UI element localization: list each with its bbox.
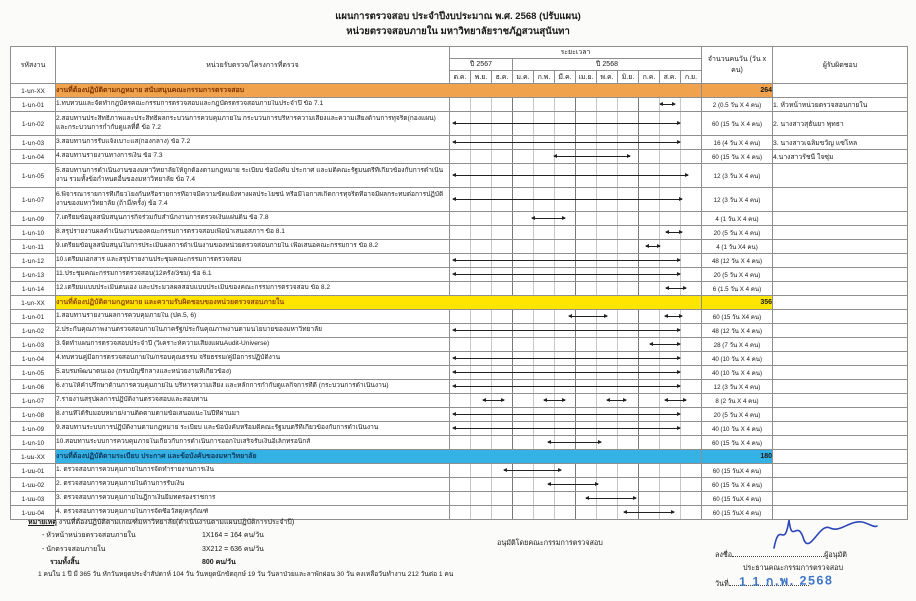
row-code: 1-บก-07: [11, 394, 56, 408]
section-header-row: [11, 84, 908, 98]
row-responsible: [773, 408, 908, 422]
row-gantt-timeline: [450, 282, 702, 296]
row-mandays: 40 (10 วัน X 4 คน): [702, 366, 773, 380]
row-gantt-timeline: [450, 310, 702, 324]
note-head-auditor-calc: 1X164 = 164 คน/วัน: [202, 532, 264, 540]
month-col-header: ก.พ.: [534, 71, 555, 84]
plan-row: [11, 394, 908, 408]
row-mandays: 4 (1 วัน X4 คน): [702, 240, 773, 254]
row-responsible: [773, 464, 908, 478]
row-description: [56, 150, 450, 164]
schedule-arrow: [453, 274, 680, 275]
month-col-header: มิ.ย.: [618, 71, 639, 84]
section-total-mandays: 264: [702, 84, 773, 98]
row-mandays: 60 (15 วัน X 4 คน): [702, 112, 773, 136]
row-responsible: [773, 282, 908, 296]
plan-row: [11, 282, 908, 296]
plan-row: [11, 240, 908, 254]
row-responsible: 4.นางสาวรัชนี ใจซุ่ม: [773, 150, 908, 164]
plan-row: [11, 366, 908, 380]
row-description: [56, 422, 450, 436]
col-header-mandays: จำนวนคนวัน (วัน x คน): [702, 47, 773, 84]
note-auditors-calc: 3X212 = 636 คน/วัน: [202, 545, 264, 553]
row-responsible: [773, 226, 908, 240]
note-head-auditor-label: - หัวหน้าหน่วยตรวจสอบภายใน: [42, 532, 136, 540]
row-responsible: [773, 188, 908, 212]
section-responsible-cell: [773, 84, 908, 98]
row-code: 1-บก-02: [11, 112, 56, 136]
row-responsible: [773, 268, 908, 282]
row-description: [56, 212, 450, 226]
section-code: 1-บก-XX: [11, 296, 56, 310]
row-mandays: 4 (1 วัน X 4 คน): [702, 212, 773, 226]
section-title: งานที่ต้องปฏิบัติตามกฎหมาย สนับสนุนคณะกรรมการตรวจสอบ: [56, 84, 702, 98]
row-responsible: 1. หัวหน้าหน่วยตรวจสอบภายใน: [773, 98, 908, 112]
row-description: [56, 338, 450, 352]
document-title: [0, 0, 916, 39]
row-responsible: [773, 394, 908, 408]
year-header-2568: ปี 2568: [513, 59, 702, 71]
row-mandays: 60 (15 วัน X4 คน): [702, 310, 773, 324]
row-code: 1-บก-07: [11, 188, 56, 212]
row-description-text: 7.เตรียมข้อมูลสนับสนุนภารกิจร่วมกับสำนักงานการตรวจเงินแผ่นดิน ข้อ 7.8: [56, 214, 269, 222]
plan-row: [11, 408, 908, 422]
row-code: 1-บก-09: [11, 212, 56, 226]
row-description: [56, 478, 450, 492]
month-col-header: ธ.ค.: [492, 71, 513, 84]
row-code: 1-บก-01: [11, 98, 56, 112]
plan-row: [11, 338, 908, 352]
plan-row: [11, 422, 908, 436]
row-description-text: 12.เตรียมแบบประเมินตนเอง และประมวลผลสอบแบบประเมินของคณะกรรมการตรวจสอบ ข้อ 8.2: [56, 284, 331, 292]
row-description-text: 10.สอบทานระบบการควบคุมภายในเกี่ยวกับการดำเนินการออกใบเสร็จรับเงินอิเล็กทรอนิกส์: [56, 438, 311, 446]
section-title: งานที่ต้องปฏิบัติตามกฎหมาย และความรับผิดชอบของหน่วยตรวจสอบภายใน: [56, 296, 702, 310]
row-responsible: [773, 164, 908, 188]
row-gantt-timeline: [450, 98, 702, 112]
row-mandays: 40 (10 วัน X 4 คน): [702, 352, 773, 366]
month-col-header: เม.ย.: [576, 71, 597, 84]
row-gantt-timeline: [450, 352, 702, 366]
month-gridlines: [450, 492, 701, 505]
row-description: [56, 136, 450, 150]
schedule-arrow: [532, 218, 565, 219]
row-responsible: [773, 366, 908, 380]
row-mandays: 12 (3 วัน X 4 คน): [702, 188, 773, 212]
row-description: [56, 436, 450, 450]
month-gridlines: [450, 240, 701, 253]
schedule-arrow: [544, 400, 565, 401]
sign-role: ประธานคณะกรรมการตรวจสอบ: [743, 563, 844, 572]
section-total-mandays: 180: [702, 450, 773, 464]
row-description: [56, 366, 450, 380]
col-header-responsible: ผู้รับผิดชอบ: [773, 47, 908, 84]
schedule-arrow: [624, 512, 674, 513]
row-description-text: 1.ทบทวนและจัดทำกฎบัตรคณะกรรมการตรวจสอบและกฎบัตรตรวจสอบภายในประจำปี ข้อ 7.1: [56, 100, 324, 108]
schedule-arrow: [453, 142, 680, 143]
row-responsible: 2. นางสาวสุธันยา พุทธา: [773, 112, 908, 136]
schedule-arrow: [666, 288, 686, 289]
row-responsible: [773, 338, 908, 352]
row-gantt-timeline: [450, 254, 702, 268]
date-label: วันที่: [715, 579, 729, 588]
row-code: 1-บก-14: [11, 282, 56, 296]
row-code: 1-บก-10: [11, 226, 56, 240]
row-gantt-timeline: [450, 240, 702, 254]
row-description-text: 9.สอบทานระบบการปฏิบัติงานตามกฎหมาย ระเบียบ และข้อบังคับหรือมติคณะรัฐมนตรีที่เกี่ยวข้องกับการดำเนินงาน: [56, 424, 379, 432]
row-description: [56, 394, 450, 408]
row-code: 1-บก-03: [11, 136, 56, 150]
plan-row: [11, 436, 908, 450]
schedule-arrow: [665, 316, 682, 317]
row-responsible: [773, 492, 908, 506]
row-mandays: 20 (5 วัน X 4 คน): [702, 268, 773, 282]
row-description-text: 7.รายงานสรุปผลการปฏิบัติงานตรวจสอบและสอบทาน: [56, 396, 208, 404]
row-gantt-timeline: [450, 164, 702, 188]
row-description-text: 4. ตรวจสอบการควบคุมภายในการจัดซื้อวัสดุ/ครุภัณฑ์: [56, 508, 209, 516]
month-gridlines: [450, 464, 701, 477]
row-description-text: 3.สอบทานการรับแจ้งเบาะแส(กองกลาง) ข้อ 7.2: [56, 138, 191, 146]
note-auditors-label: - นักตรวจสอบภายใน: [42, 545, 106, 553]
row-description: [56, 282, 450, 296]
row-responsible: [773, 254, 908, 268]
row-gantt-timeline: [450, 506, 702, 520]
plan-row: [11, 268, 908, 282]
schedule-arrow: [453, 372, 680, 373]
plan-row: [11, 254, 908, 268]
schedule-arrow: [453, 414, 680, 415]
row-code: 1-บก-01: [11, 310, 56, 324]
row-gantt-timeline: [450, 408, 702, 422]
row-gantt-timeline: [450, 136, 702, 150]
schedule-arrow: [504, 470, 560, 471]
row-responsible: [773, 478, 908, 492]
note-title: งานที่ต้องปฏิบัติตามเกณฑ์มหาวิทยาลัย(ดำเนินงานตามแผนปฏิบัติการประจำปี): [58, 519, 295, 526]
row-gantt-timeline: [450, 394, 702, 408]
schedule-arrow: [650, 344, 680, 345]
row-mandays: 12 (3 วัน X 4 คน): [702, 380, 773, 394]
row-description: [56, 240, 450, 254]
month-col-header: ก.ย.: [681, 71, 702, 84]
row-mandays: 16 (4 วัน X 4 คน): [702, 136, 773, 150]
row-gantt-timeline: [450, 492, 702, 506]
col-header-unit: หน่วยรับตรวจ/โครงการที่ตรวจ: [56, 47, 450, 84]
row-mandays: 8 (2 วัน X 4 คน): [702, 394, 773, 408]
month-col-header: ส.ค.: [660, 71, 681, 84]
schedule-arrow: [665, 400, 686, 401]
row-mandays: 60 (15 วัน X 4 คน): [702, 436, 773, 450]
section-header-row: [11, 296, 908, 310]
row-code: 1-บก-10: [11, 436, 56, 450]
row-gantt-timeline: [450, 464, 702, 478]
row-gantt-timeline: [450, 150, 702, 164]
row-mandays: 28 (7 วัน X 4 คน): [702, 338, 773, 352]
row-mandays: 60 (15 วันX 4 คน): [702, 492, 773, 506]
plan-row: [11, 136, 908, 150]
row-description: [56, 254, 450, 268]
row-gantt-timeline: [450, 112, 702, 136]
schedule-arrow: [453, 199, 682, 200]
row-description: [56, 408, 450, 422]
row-code: 1-บก-02: [11, 324, 56, 338]
row-code: 1-บม-02: [11, 478, 56, 492]
approved-by-text: อนุมัติโดยคณะกรรมการตรวจสอบ: [497, 538, 603, 547]
row-description-text: 8.สรุปรายงานผลดำเนินงานของคณะกรรมการตรวจสอบเพื่อนำเสนอสภาฯ ข้อ 8.1: [56, 228, 285, 236]
date-line: [715, 573, 900, 590]
row-code: 1-บก-13: [11, 268, 56, 282]
row-mandays: 60 (15 วันX 4 คน): [702, 506, 773, 520]
row-gantt-timeline: [450, 366, 702, 380]
row-description: [56, 324, 450, 338]
section-code: 1-บม-XX: [11, 450, 56, 464]
month-col-header: พ.ย.: [471, 71, 492, 84]
row-mandays: 12 (3 วัน X 4 คน): [702, 164, 773, 188]
section-total-mandays: 356: [702, 296, 773, 310]
row-gantt-timeline: [450, 268, 702, 282]
schedule-arrow: [548, 484, 598, 485]
row-gantt-timeline: [450, 324, 702, 338]
row-responsible: [773, 352, 908, 366]
month-col-header: พ.ค.: [597, 71, 618, 84]
plan-table-body: [11, 84, 908, 520]
row-responsible: [773, 380, 908, 394]
row-description: [56, 164, 450, 188]
row-description-text: 4.ทบทวนคู่มือการตรวจสอบภายใน/กรอบคุณธรรม จริยธรรม/คู่มือการปฏิบัติงาน: [56, 354, 281, 362]
row-code: 1-บม-04: [11, 506, 56, 520]
schedule-arrow: [453, 175, 688, 176]
row-responsible: [773, 240, 908, 254]
month-gridlines: [450, 212, 701, 225]
section-code: 1-บก-XX: [11, 84, 56, 98]
row-description: [56, 226, 450, 240]
row-description-text: 11.ประชุมคณะกรรมการตรวจสอบ(12ครั้ง/3ชม) ข้อ 6.1: [56, 270, 212, 278]
row-description: [56, 352, 450, 366]
schedule-arrow: [660, 104, 675, 105]
month-col-header: ต.ค.: [450, 71, 471, 84]
row-description-text: 1. ตรวจสอบการควบคุมภายในการจัดทำรายงานการเงิน: [56, 466, 215, 474]
plan-row: [11, 112, 908, 136]
row-code: 1-บก-05: [11, 366, 56, 380]
row-responsible: [773, 436, 908, 450]
row-description-text: 5.อบรมพัฒนาตนเอง (กรมบัญชีกลางและหน่วยงานที่เกี่ยวข้อง): [56, 368, 232, 376]
schedule-arrow: [453, 428, 680, 429]
row-description-text: 2.ประกันคุณภาพงานตรวจสอบภายในภาครัฐ/ประกันคุณภาพงานตามนโยบายของมหาวิทยาลัย: [56, 326, 323, 334]
row-gantt-timeline: [450, 478, 702, 492]
plan-row: [11, 98, 908, 112]
row-responsible: [773, 212, 908, 226]
row-description: [56, 112, 450, 136]
section-responsible-cell: [773, 450, 908, 464]
month-col-header: ม.ค.: [513, 71, 534, 84]
plan-row: [11, 164, 908, 188]
row-description-text: 8.งานที่ได้รับมอบหมาย/งานติดตามตามข้อเสนอแนะในปีที่ผ่านมา: [56, 410, 240, 418]
row-code: 1-บก-11: [11, 240, 56, 254]
section-title: งานที่ต้องปฏิบัติตามระเบียบ ประกาศ และข้อบังคับของมหาวิทยาลัย: [56, 450, 702, 464]
row-mandays: 60 (15 วัน X 4 คน): [702, 478, 773, 492]
plan-row: [11, 352, 908, 366]
row-code: 1-บก-04: [11, 150, 56, 164]
month-gridlines: [450, 282, 701, 295]
row-description: [56, 492, 450, 506]
row-code: 1-บก-09: [11, 422, 56, 436]
note-label: หมายเหตุ: [28, 519, 57, 526]
year-header-2567: ปี 2567: [450, 59, 513, 71]
row-code: 1-บก-04: [11, 352, 56, 366]
plan-row: [11, 478, 908, 492]
month-col-header: ก.ค.: [639, 71, 660, 84]
plan-row: [11, 464, 908, 478]
row-description-text: 2.สอบทานประสิทธิภาพและประสิทธิผลกระบวนการควบคุมภายใน กระบวนการบริหารความเสี่ยงและความเสี่ยงด้านการทุจริต(กองแผน) และกระบวนการกำกับดูแลที่ดี ข้อ 7.2: [56, 114, 436, 131]
footnotes: [28, 516, 458, 582]
schedule-arrow: [607, 400, 626, 401]
row-description: [56, 310, 450, 324]
schedule-arrow: [554, 156, 630, 157]
schedule-arrow: [586, 498, 636, 499]
schedule-arrow: [548, 442, 600, 443]
row-mandays: 40 (10 วัน X 4 คน): [702, 422, 773, 436]
schedule-arrow: [483, 400, 504, 401]
sign-suffix: ผู้อนุมัติ: [824, 550, 847, 559]
row-responsible: [773, 324, 908, 338]
row-description-text: 3. ตรวจสอบการควบคุมภายในฎีกาเงินยืมทดรองราชการ: [56, 494, 216, 502]
schedule-arrow: [453, 123, 680, 124]
row-mandays: 60 (15 วัน X 4 คน): [702, 150, 773, 164]
plan-row: [11, 380, 908, 394]
row-gantt-timeline: [450, 436, 702, 450]
plan-row: [11, 310, 908, 324]
col-header-period: ระยะเวลา: [450, 47, 702, 59]
plan-row: [11, 324, 908, 338]
row-description-text: 9.เตรียมข้อมูลสนับสนุนในการประเมินผลการดำเนินงานของหน่วยตรวจสอบภายใน เพื่อเสนอคณะกรรมการ ข้อ 8.2: [56, 242, 379, 250]
row-code: 1-บม-01: [11, 464, 56, 478]
row-description-text: 4.สอบทานรายงานทางการเงิน ข้อ 7.3: [56, 152, 163, 160]
note-total-label: รวมทั้งสิ้น: [50, 558, 80, 566]
row-code: 1-บม-03: [11, 492, 56, 506]
title-line-1: แผนการตรวจสอบ ประจำปีงบประมาณ พ.ศ. 2568 (ปรับแผน): [335, 11, 581, 22]
schedule-arrow: [453, 386, 680, 387]
row-gantt-timeline: [450, 422, 702, 436]
month-col-header: มี.ค.: [555, 71, 576, 84]
row-mandays: 2 (0.5 วัน X 4 คน): [702, 98, 773, 112]
row-gantt-timeline: [450, 226, 702, 240]
row-responsible: [773, 422, 908, 436]
row-code: 1-บก-05: [11, 164, 56, 188]
plan-row: [11, 212, 908, 226]
row-description-text: 2. ตรวจสอบการควบคุมภายในด้านการรับเงิน: [56, 480, 185, 488]
row-gantt-timeline: [450, 338, 702, 352]
plan-row: [11, 492, 908, 506]
row-code: 1-บก-03: [11, 338, 56, 352]
row-mandays: 20 (5 วัน X 4 คน): [702, 408, 773, 422]
date-stamp: 1 1 ก.พ. 2568: [738, 573, 834, 589]
row-gantt-timeline: [450, 212, 702, 226]
plan-row: [11, 188, 908, 212]
row-mandays: 48 (12 วัน X 4 คน): [702, 324, 773, 338]
row-code: 1-บก-12: [11, 254, 56, 268]
row-description-text: 10.เตรียมเอกสาร และสรุปรายงานประชุมคณะกรรมการตรวจสอบ: [56, 256, 242, 264]
month-gridlines: [450, 226, 701, 239]
schedule-arrow: [453, 330, 680, 331]
schedule-arrow: [569, 316, 607, 317]
row-responsible: [773, 310, 908, 324]
row-description-text: 3.จัดทำแผนการตรวจสอบประจำปี (วิเคราะห์ความเสี่ยงแผนAudit-Universe): [56, 340, 270, 348]
row-responsible: 3. นางสาวเฉลิมขวัญ แซ่โหล: [773, 136, 908, 150]
row-description: [56, 380, 450, 394]
row-description: [56, 188, 450, 212]
schedule-arrow: [646, 246, 661, 247]
row-gantt-timeline: [450, 188, 702, 212]
row-description-text: 6.งานให้คำปรึกษาด้านการควบคุมภายใน บริหารความเสี่ยง และหลักการกำกับดูแลกิจการที่ดี (กระบวนการดำเนินงาน): [56, 382, 389, 390]
signature-block: [715, 520, 900, 590]
audit-plan-table: [10, 46, 908, 520]
schedule-arrow: [453, 260, 680, 261]
section-header-row: [11, 450, 908, 464]
row-description-text: 6.พิจารณารายการที่เกี่ยวโยงกันหรือรายการที่อาจมีความขัดแย้งทางผลประโยชน์ หรือมีโอกาสเกิดการทุจริตที่อาจมีผลกระทบต่อการปฏิบัติงานของมหาวิทยาลัย (ถ้ามี/ครั้ง) ข้อ 7.4: [56, 190, 444, 207]
plan-row: [11, 150, 908, 164]
schedule-arrow: [666, 232, 682, 233]
section-responsible-cell: [773, 296, 908, 310]
row-gantt-timeline: [450, 380, 702, 394]
row-mandays: 60 (15 วันX 4 คน): [702, 464, 773, 478]
col-header-code: รหัสงาน: [11, 47, 56, 84]
row-description: [56, 98, 450, 112]
sign-label: ลงชื่อ: [715, 550, 733, 559]
title-line-2: หน่วยตรวจสอบภายใน มหาวิทยาลัยราชภัฏสวนสุนันทา: [346, 26, 570, 38]
note-workdays: 1 คนใน 1 ปี มี 365 วัน หักวันหยุดประจำสัปดาห์ 104 วัน วันหยุดนักขัตฤกษ์ 19 วัน วันลาป่วยและลาพักผ่อน 30 วัน คงเหลือวันทำงาน 212 วันต่อ 1 คน: [38, 571, 454, 579]
row-description-text: 1.สอบทานรายงานผลการควบคุมภายใน (ปค.5, 6): [56, 312, 197, 320]
row-mandays: 48 (12 วัน X 4 คน): [702, 254, 773, 268]
row-mandays: 20 (5 วัน X 4 คน): [702, 226, 773, 240]
row-description: [56, 464, 450, 478]
note-total-value: 800 คน/วัน: [202, 558, 236, 566]
row-code: 1-บก-08: [11, 408, 56, 422]
row-mandays: 6 (1.5 วัน X 4 คน): [702, 282, 773, 296]
schedule-arrow: [453, 358, 680, 359]
signature-ink: [770, 512, 880, 554]
row-description-text: 5.สอบทานการดำเนินงานของมหาวิทยาลัยให้ถูกต้องตามกฎหมาย ระเบียบ ข้อบังคับ ประกาศ และมติคณะรัฐมนตรีที่เกี่ยวข้องกับการดำเนินงาน รวมทั้งข้อกำหนดอื่นของมหาวิทยาลัย ข้อ 7.4: [56, 166, 444, 183]
plan-row: [11, 226, 908, 240]
row-code: 1-บก-06: [11, 380, 56, 394]
row-description: [56, 268, 450, 282]
